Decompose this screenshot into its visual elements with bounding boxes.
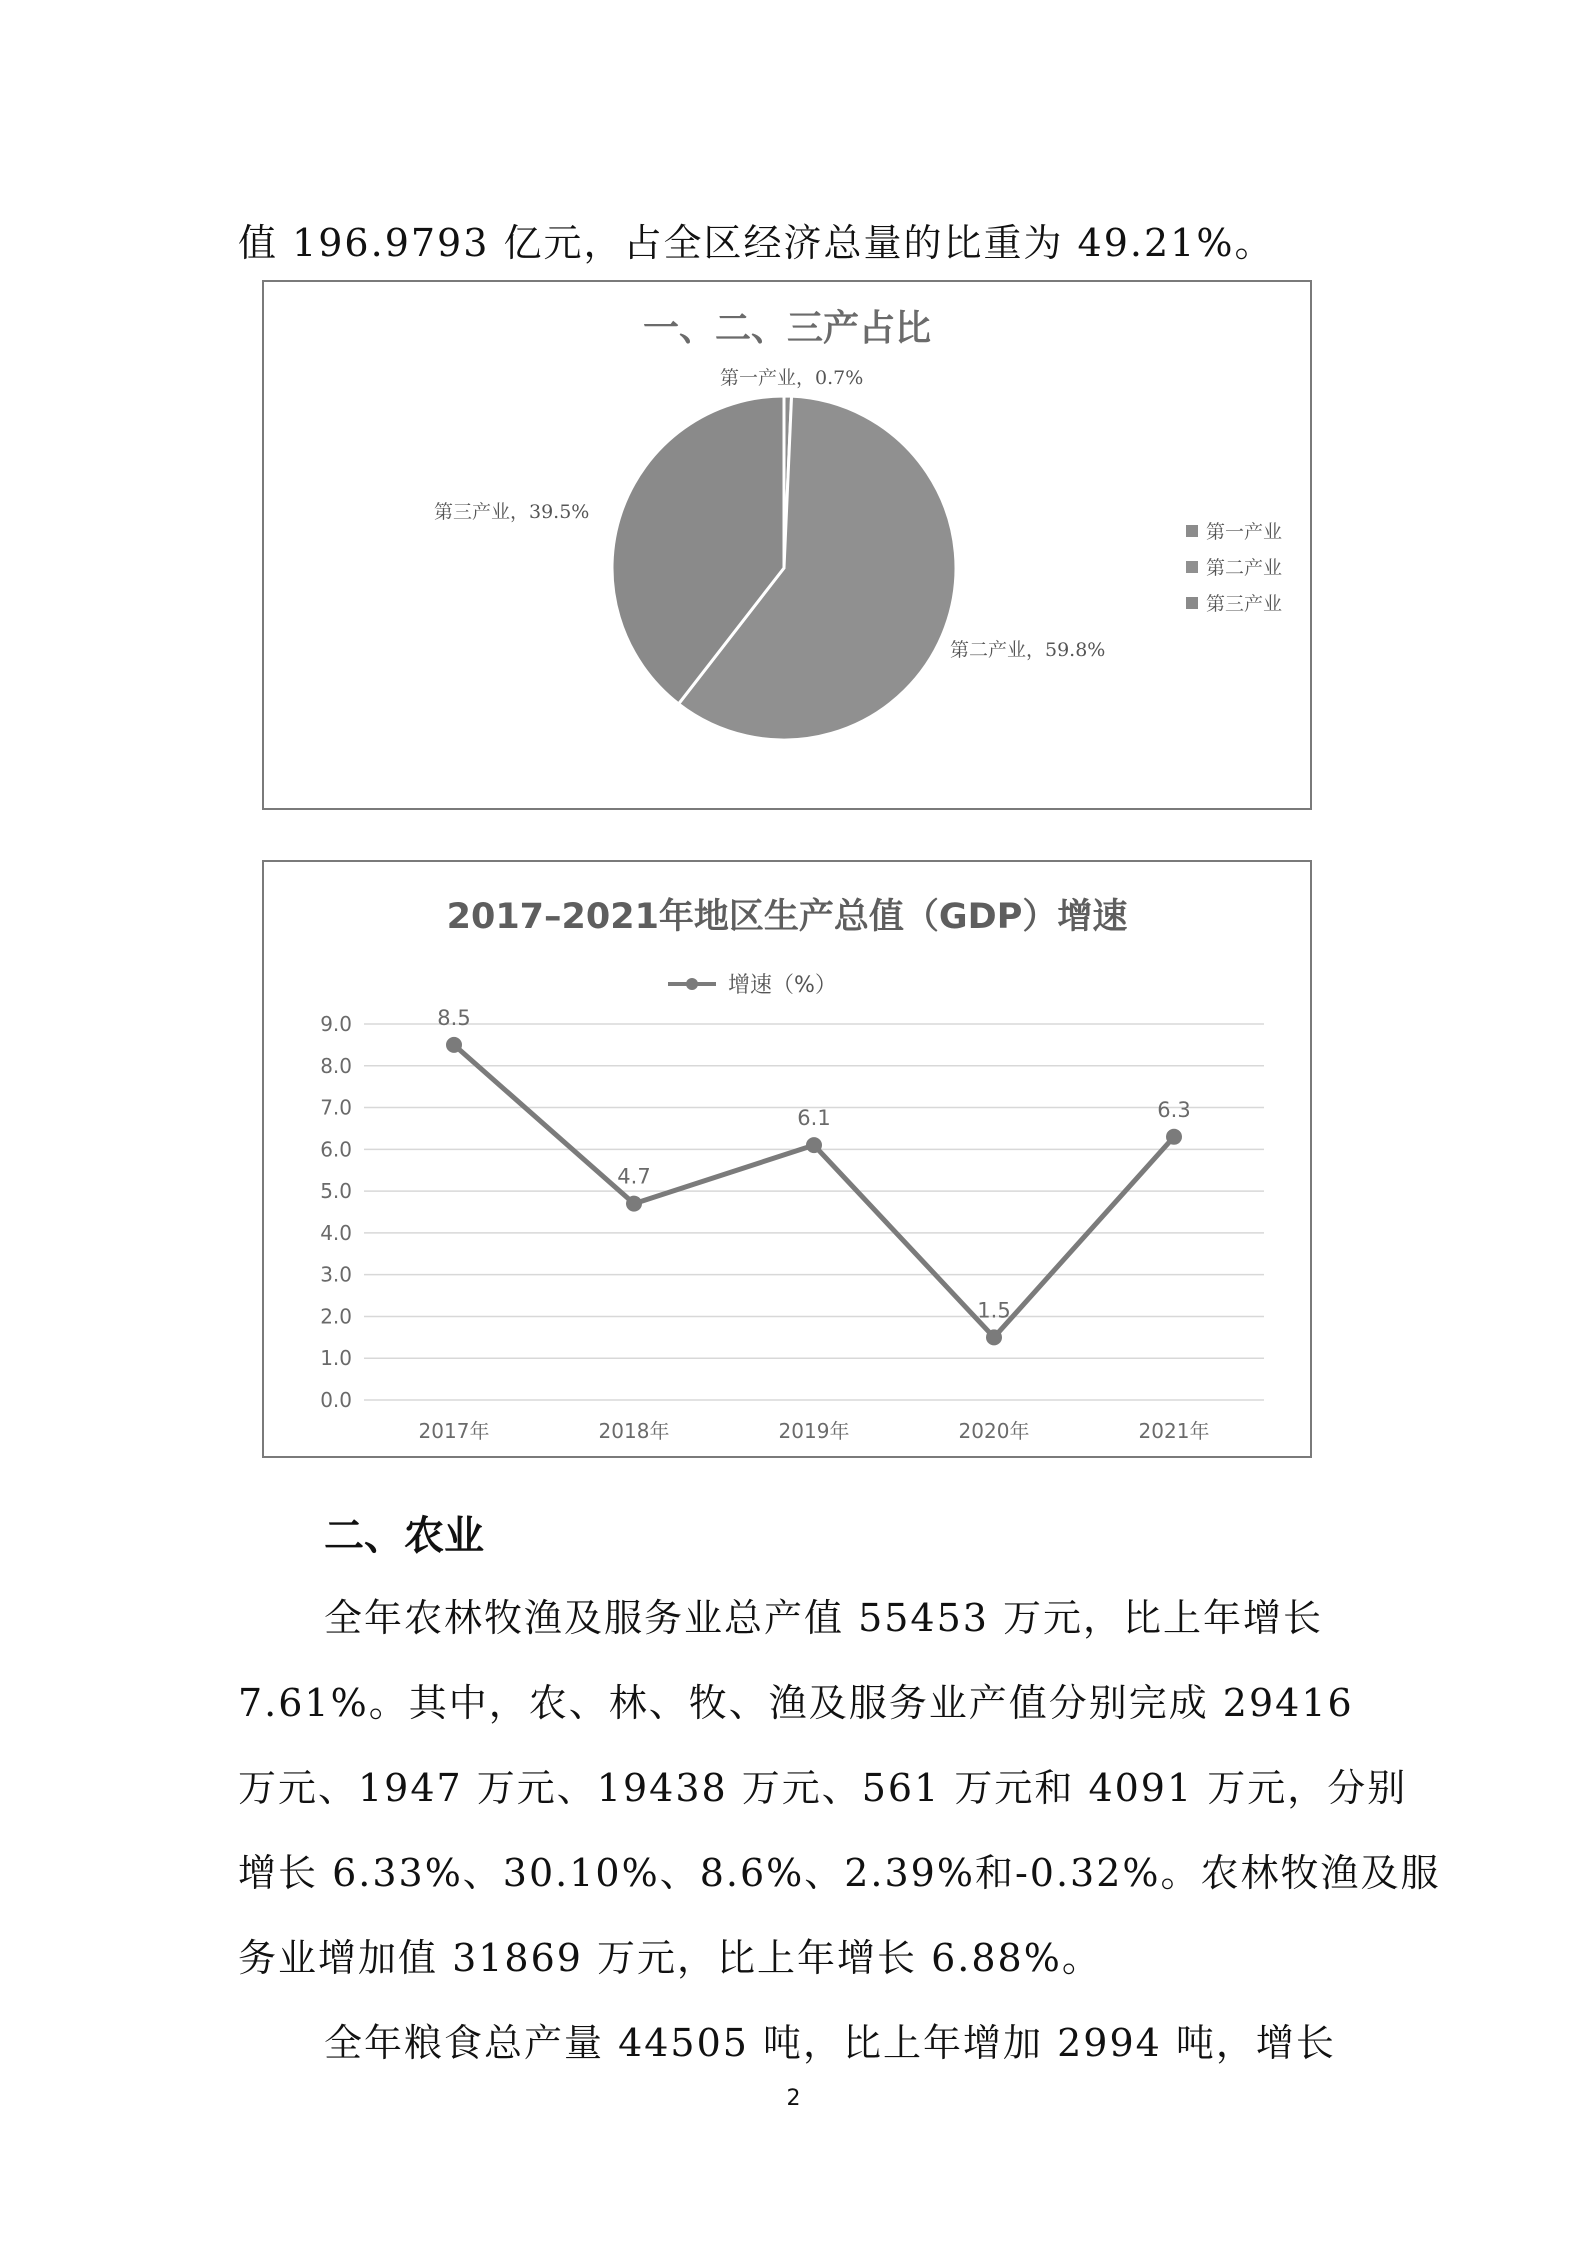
x-tick-label: 2021年 bbox=[1138, 1419, 1210, 1443]
line-legend-marker bbox=[686, 978, 698, 990]
data-label: 6.1 bbox=[797, 1106, 831, 1131]
pie-legend-swatch bbox=[1186, 525, 1198, 537]
x-tick-label: 2017年 bbox=[418, 1419, 490, 1443]
paragraph-line: 7.61%。其中，农、林、牧、渔及服务业产值分别完成 29416 bbox=[238, 1681, 1354, 1725]
y-tick-label: 8.0 bbox=[320, 1053, 352, 1078]
y-tick-label: 4.0 bbox=[320, 1220, 352, 1245]
pie-legend-swatch bbox=[1186, 597, 1198, 609]
pie-chart-canvas bbox=[264, 282, 1310, 808]
paragraph-line: 增长 6.33%、30.10%、8.6%、2.39%和-0.32%。农林牧渔及服 bbox=[238, 1851, 1441, 1895]
data-label: 8.5 bbox=[437, 1005, 471, 1030]
pie-legend bbox=[1186, 521, 1282, 615]
series-point bbox=[986, 1329, 1002, 1345]
data-label: 1.5 bbox=[977, 1298, 1011, 1323]
line-legend-label: 增速（%） bbox=[728, 973, 837, 998]
pie-legend-swatch bbox=[1186, 561, 1198, 573]
pie-chart-title: 一、二、三产占比 bbox=[642, 308, 932, 349]
pie-label-primary: 第一产业，0.7% bbox=[720, 367, 864, 389]
y-tick-label: 6.0 bbox=[320, 1137, 352, 1162]
pie-legend-label: 第三产业 bbox=[1206, 593, 1283, 615]
y-tick-label: 9.0 bbox=[320, 1012, 352, 1036]
paragraph-line: 全年粮食总产量 44505 吨，比上年增加 2994 吨，增长 bbox=[324, 2021, 1336, 2065]
series-point bbox=[806, 1137, 822, 1153]
paragraph-line: 万元、1947 万元、19438 万元、561 万元和 4091 万元，分别 bbox=[238, 1766, 1408, 1810]
series-point bbox=[626, 1196, 642, 1212]
line-legend bbox=[668, 973, 837, 998]
line-chart-title: 2017–2021年地区生产总值（GDP）增速 bbox=[446, 897, 1128, 937]
section-heading-agriculture: 二、农业 bbox=[324, 1513, 484, 1559]
series-point bbox=[446, 1037, 462, 1053]
y-tick-label: 3.0 bbox=[320, 1262, 352, 1287]
pie-slices bbox=[612, 396, 956, 740]
intro-text-line: 值 196.9793 亿元，占全区经济总量的比重为 49.21%。 bbox=[238, 221, 1275, 265]
x-tick-label: 2018年 bbox=[598, 1419, 670, 1443]
line-gridlines bbox=[364, 1024, 1264, 1400]
page-number: 2 bbox=[786, 2086, 801, 2111]
pie-label-tertiary: 第三产业，39.5% bbox=[434, 501, 590, 523]
data-label: 4.7 bbox=[617, 1164, 651, 1189]
paragraph-line: 务业增加值 31869 万元，比上年增长 6.88%。 bbox=[238, 1936, 1102, 1980]
y-tick-label: 2.0 bbox=[320, 1304, 352, 1329]
data-label: 6.3 bbox=[1157, 1097, 1191, 1122]
series-point bbox=[1166, 1129, 1182, 1145]
y-tick-label: 0.0 bbox=[320, 1388, 352, 1412]
pie-legend-label: 第二产业 bbox=[1206, 557, 1283, 579]
y-tick-label: 7.0 bbox=[320, 1095, 352, 1120]
paragraph-line: 全年农林牧渔及服务业总产值 55453 万元，比上年增长 bbox=[324, 1596, 1324, 1640]
industry-share-pie-chart bbox=[262, 280, 1312, 810]
line-x-tick-labels bbox=[419, 1419, 1210, 1443]
x-tick-label: 2019年 bbox=[778, 1419, 850, 1443]
line-y-tick-labels bbox=[320, 1012, 352, 1412]
pie-legend-label: 第一产业 bbox=[1206, 521, 1283, 543]
y-tick-label: 5.0 bbox=[320, 1179, 352, 1204]
x-tick-label: 2020年 bbox=[958, 1419, 1030, 1443]
line-chart-canvas bbox=[264, 862, 1310, 1456]
y-tick-label: 1.0 bbox=[320, 1346, 352, 1371]
pie-label-secondary: 第二产业，59.8% bbox=[950, 639, 1106, 661]
gdp-growth-line-chart bbox=[262, 860, 1312, 1458]
